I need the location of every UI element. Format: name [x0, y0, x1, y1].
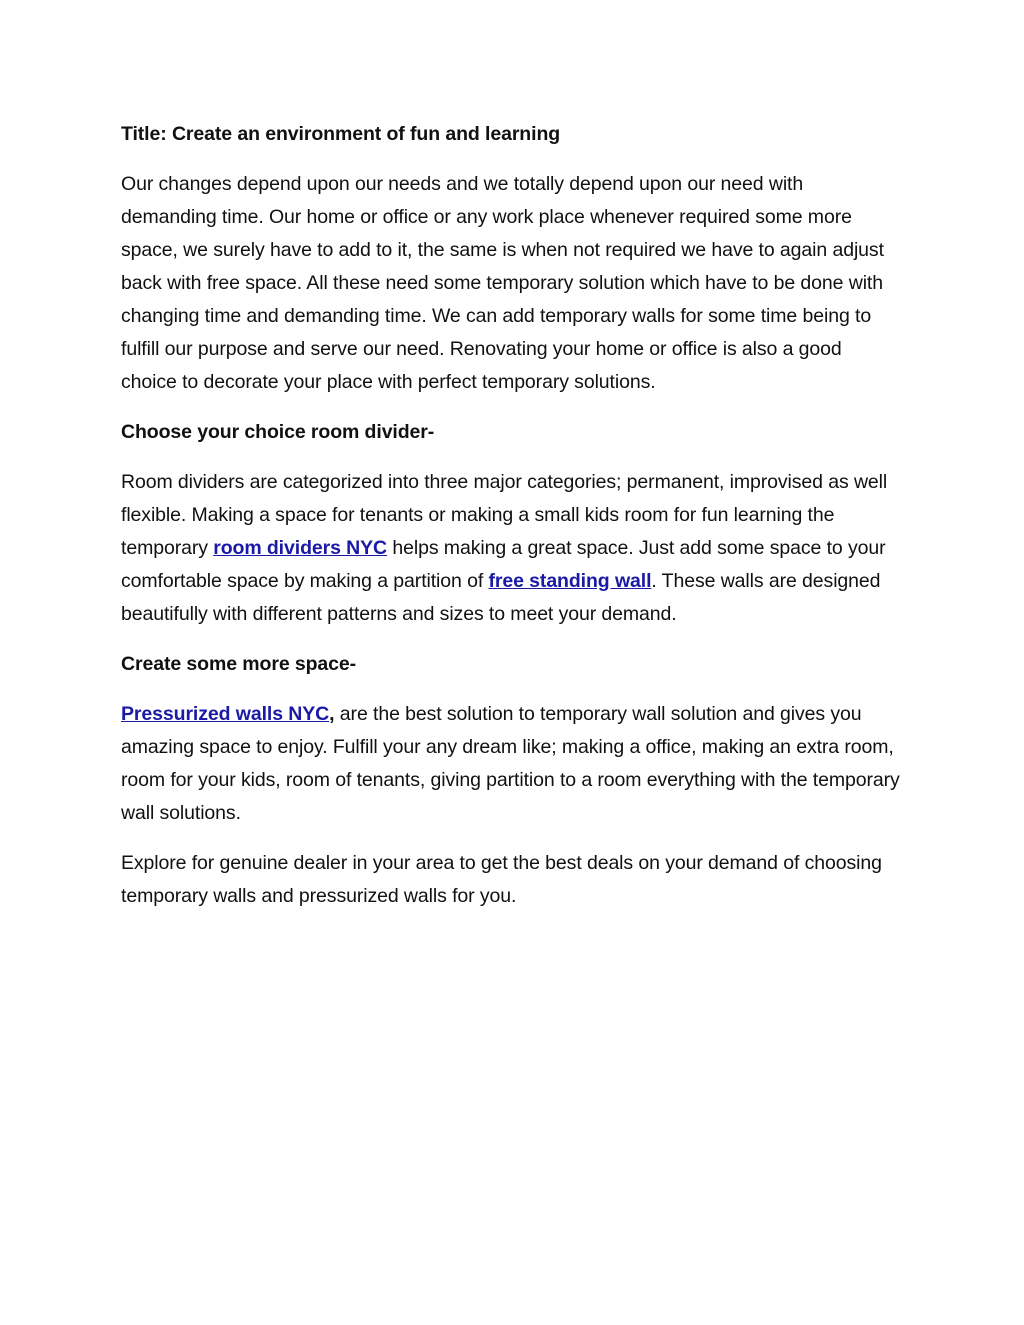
more-space-paragraph [121, 698, 901, 830]
section-heading-more-space: Create some more space- [121, 653, 357, 675]
more-space-text: are the best solution to temporary wall solution and gives you amazing space to enjoy. Fulfill your any dream like; making a office, making an extra room, room for your kids, room of tenants, giving partition to a room everything with the temporary wall solutions. [121, 703, 900, 824]
room-dividers-nyc-link[interactable]: room dividers NYC [213, 537, 388, 559]
room-divider-text-c: . These walls are designed beautifully with different patterns and sizes to meet your demand. [121, 570, 881, 625]
section-heading-room-divider: Choose your choice room divider- [121, 421, 435, 443]
document-page [121, 118, 901, 930]
room-divider-paragraph [121, 466, 901, 631]
document-title: Title: Create an environment of fun and learning [121, 123, 561, 145]
closing-paragraph: Explore for genuine dealer in your area to get the best deals on your demand of choosing temporary walls and pressurized walls for you. [121, 852, 882, 907]
room-divider-text-b: helps making a great space. Just add some space to your comfortable space by making a partition of [121, 537, 886, 592]
pressurized-walls-nyc-link[interactable]: Pressurized walls NYC [121, 703, 330, 725]
intro-paragraph: Our changes depend upon our needs and we totally depend upon our need with demanding time. Our home or office or any work place whenever required some more space, we surely have to add to it, the same is when not required we have to again adjust back with free space. All these need some temporary solution which have to be done with changing time and demanding time. We can add temporary walls for some time being to fulfill our purpose and serve our need. Renovating your home or office is also a good choice to decorate your place with perfect temporary solutions. [121, 173, 884, 393]
free-standing-wall-link[interactable]: free standing wall [488, 570, 652, 592]
room-divider-text-a: Room dividers are categorized into three major categories; permanent, improvised as well flexible. Making a space for tenants or making a small kids room for fun learning the temporary [121, 471, 888, 559]
link-comma: , [329, 703, 335, 725]
